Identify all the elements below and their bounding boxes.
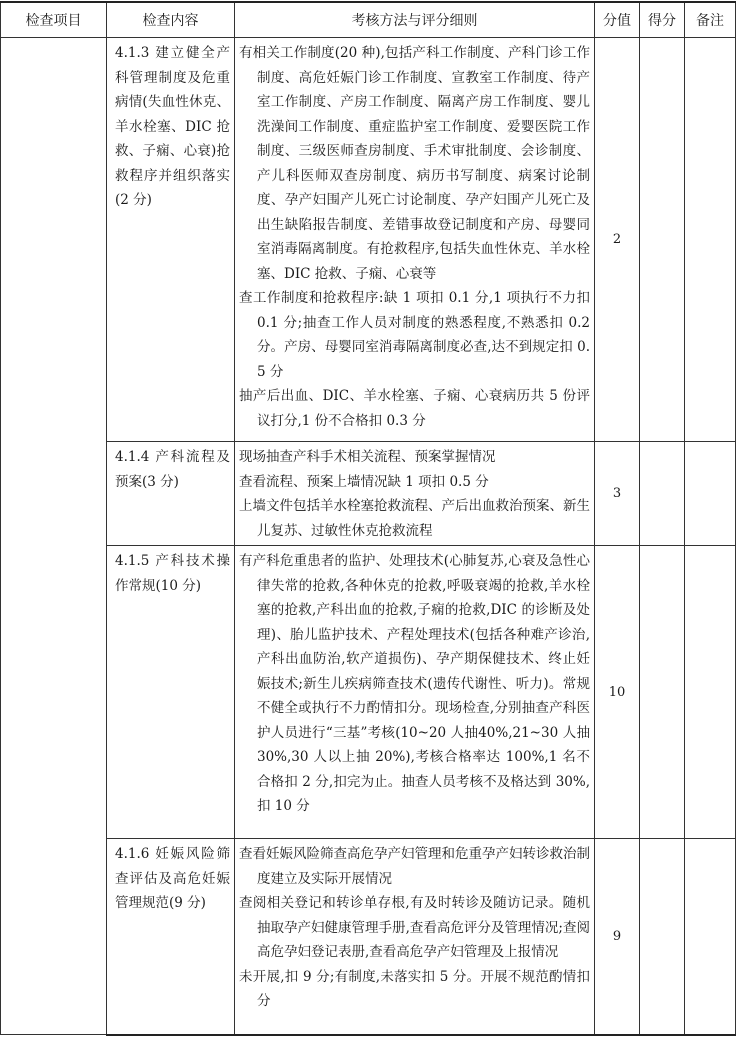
method-paragraph: 有产科危重患者的监护、处理技术(心肺复苏,心衰及急性心律失常的抢救,各种休克的抢救,呼吸衰竭的抢救,羊水栓塞的抢救,产科出血的抢救,子痫的抢救,DIC 的诊断及处理)、胎儿监护技术、产程处理技术(包括各种难产诊治,产科出血防治,软产道损伤)、孕产期保健技术、终止妊娠技术;新生儿疾病筛查技术(遗传代谢性、听力)。常规不健全或执行不力酌情扣分。现场检查,分别抽查产科医护人员进行“三基”考核(10~20 人抽40%,21~30 人抽 30%,30 人以上抽 20%),考核合格率达 100%,1 名不合格扣 2 分,扣完为止。抽查人员考核不及格达到 30%,扣 10 分	[239, 553, 590, 814]
content-text: 4.1.5 产科技术操作常规(10 分)	[115, 553, 230, 594]
method-paragraph: 上墙文件包括羊水栓塞抢救流程、产后出血救治预案、新生儿复苏、过敏性休克抢救流程	[239, 498, 590, 539]
table-row	[1, 442, 736, 546]
score-cell: 3	[595, 442, 640, 546]
table-row	[1, 546, 736, 839]
header-method: 考核方法与评分细则	[235, 2, 595, 38]
content-cell	[107, 839, 235, 1035]
table-header-row	[1, 2, 736, 38]
method-paragraph: 有相关工作制度(20 种),包括产科工作制度、产科门诊工作制度、高危妊娠门诊工作制度、宣教室工作制度、待产室工作制度、产房工作制度、隔离产房工作制度、婴儿洗澡间工作制度、重症监护室工作制度、爱婴医院工作制度、三级医师查房制度、手术审批制度、会诊制度、产儿科医师双查房制度、病历书写制度、病案讨论制度、孕产妇围产儿死亡讨论制度、孕产妇围产儿死亡及出生缺陷报告制度、差错事故登记制度和产房、母婴同室消毒隔离制度。有抢救程序,包括失血性休克、羊水栓塞、DIC 抢救、子痫、心衰等	[239, 45, 590, 282]
header-score: 分值	[595, 2, 640, 38]
note-cell	[685, 546, 736, 839]
method-paragraph: 查看流程、预案上墙情况缺 1 项扣 0.5 分	[239, 473, 489, 490]
got-cell	[640, 38, 685, 442]
method-paragraph: 抽产后出血、DIC、羊水栓塞、子痫、心衰病历共 5 份评议打分,1 份不合格扣 0.3 分	[239, 388, 590, 429]
header-content: 检查内容	[107, 2, 235, 38]
method-cell	[235, 38, 595, 442]
note-cell	[685, 442, 736, 546]
header-got: 得分	[640, 2, 685, 38]
method-paragraph: 查工作制度和抢救程序:缺 1 项扣 0.1 分,1 项执行不力扣 0.1 分;抽查工作人员对制度的熟悉程度,不熟悉扣 0.2 分。产房、母婴同室消毒隔离制度必查,达不到规定扣 0.5 分	[239, 290, 590, 380]
score-cell: 9	[595, 839, 640, 1035]
table-row	[1, 38, 736, 442]
content-cell	[107, 38, 235, 442]
method-cell	[235, 546, 595, 839]
content-cell	[107, 442, 235, 546]
content-cell	[107, 546, 235, 839]
note-cell	[685, 839, 736, 1035]
score-cell: 10	[595, 546, 640, 839]
method-cell	[235, 839, 595, 1035]
method-paragraph: 未开展,扣 9 分;有制度,未落实扣 5 分。开展不规范酌情扣分	[239, 968, 590, 1009]
method-cell	[235, 442, 595, 546]
header-item: 检查项目	[1, 2, 107, 38]
method-paragraph: 查阅相关登记和转诊单存根,有及时转诊及随访记录。随机抽取孕产妇健康管理手册,查看高危评分及管理情况;查阅高危孕妇登记表册,查看高危孕产妇管理及上报情况	[239, 895, 590, 960]
table-row	[1, 839, 736, 1035]
score-cell: 2	[595, 38, 640, 442]
item-cell	[1, 38, 107, 1035]
note-cell	[685, 38, 736, 442]
header-note: 备注	[685, 2, 736, 38]
content-text: 4.1.4 产科流程及预案(3 分)	[115, 449, 230, 490]
content-text: 4.1.3 建立健全产科管理制度及危重病情(失血性休克、羊水栓塞、DIC 抢救、子痫、心衰)抢救程序并组织落实(2 分)	[115, 45, 230, 208]
got-cell	[640, 839, 685, 1035]
got-cell	[640, 442, 685, 546]
content-text: 4.1.6 妊娠风险筛查评估及高危妊娠管理规范(9 分)	[115, 846, 230, 911]
method-paragraph: 查看妊娠风险筛查高危孕产妇管理和危重孕产妇转诊救治制度建立及实际开展情况	[239, 846, 590, 887]
method-paragraph: 现场抽查产科手术相关流程、预案掌握情况	[239, 449, 496, 465]
got-cell	[640, 546, 685, 839]
inspection-table	[0, 1, 736, 1036]
